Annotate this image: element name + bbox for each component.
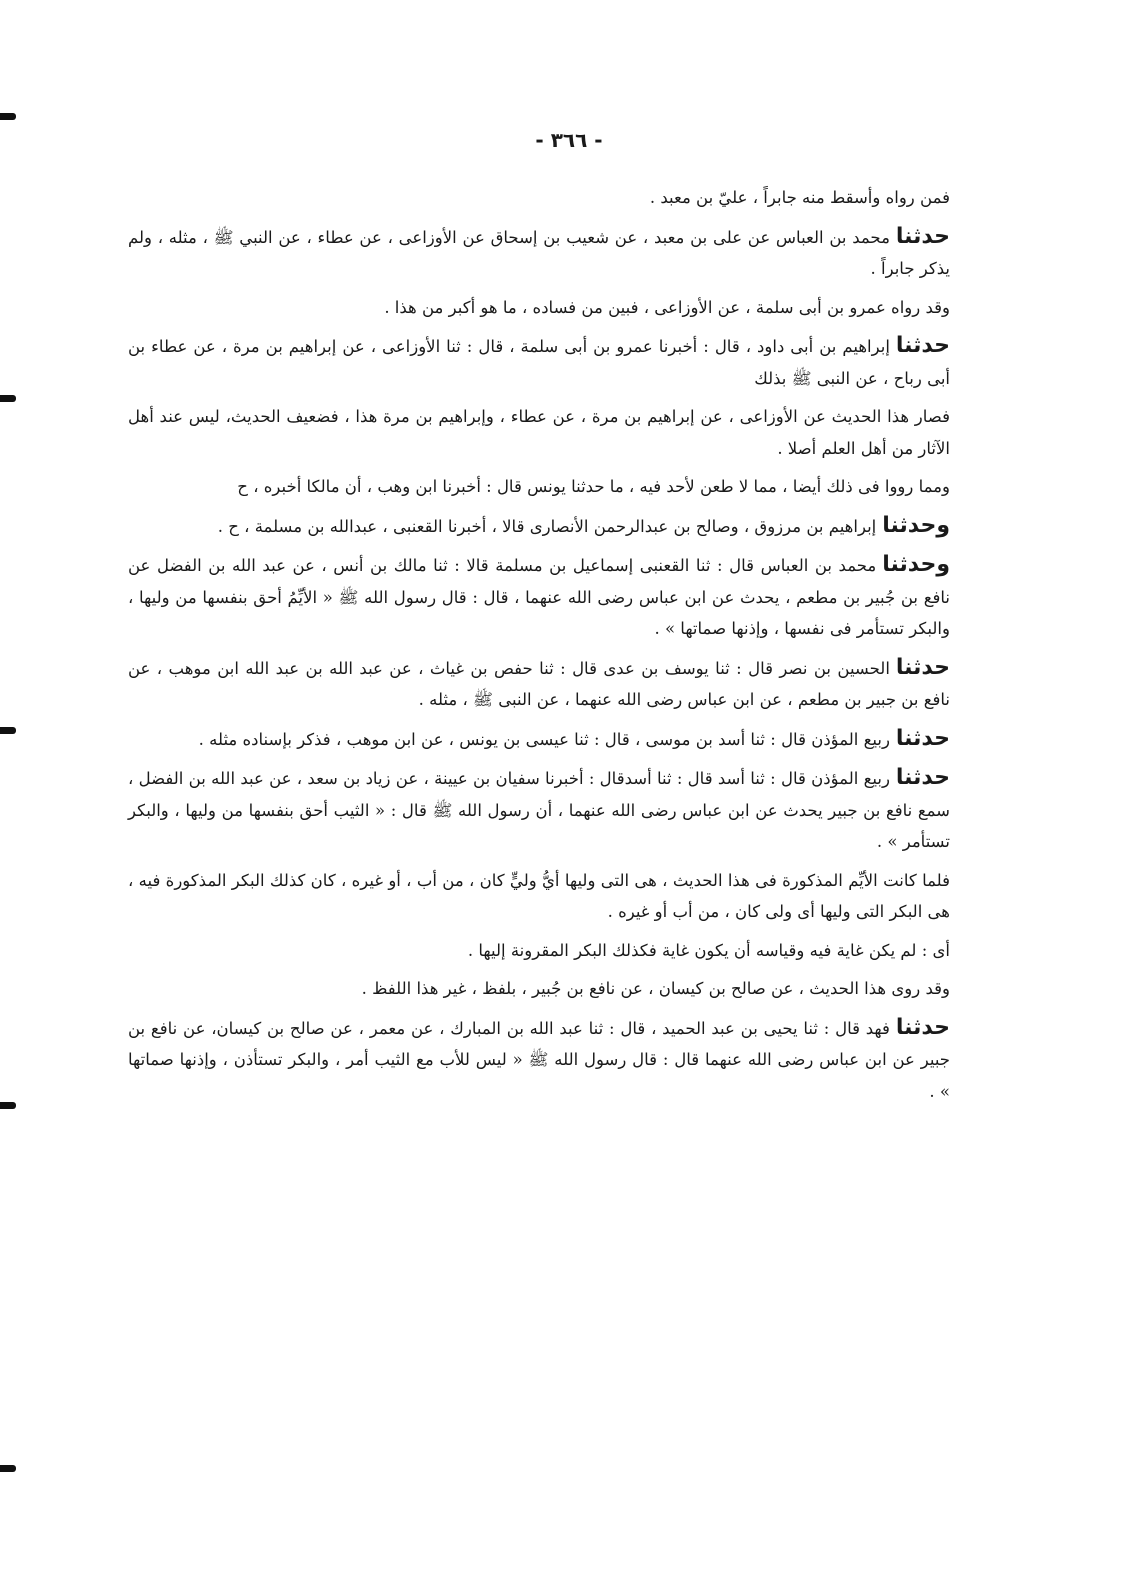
paragraph xyxy=(128,762,950,858)
binding-mark xyxy=(0,395,16,402)
paragraph xyxy=(128,401,950,464)
paragraph-text: ربيع المؤذن قال : ثنا أسد قال : ثنا أسدقال : أخبرنا سفيان بن عيينة ، عن زياد بن سعد ، عن عبد الله بن الفضل ، سمع نافع بن جبير يحدث عن ابن عباس رضى الله عنهما ، أن رسول الله ﷺ قال : « الثيب أحق بنفسها من وليها ، والبكر تستأمر » . xyxy=(128,769,950,851)
paragraph-text: فهد قال : ثنا يحيى بن عبد الحميد ، قال : ثنا عبد الله بن المبارك ، عن معمر ، عن صالح بن كيسان، عن نافع بن جبير عن ابن عباس رضى الله عنهما قال : قال رسول الله ﷺ « ليس للأب مع الثيب أمر ، والبكر تستأذن ، وإذنها صماتها » . xyxy=(128,1018,950,1101)
paragraph xyxy=(128,865,950,928)
body-text xyxy=(128,182,950,1114)
binding-mark xyxy=(0,1465,16,1472)
hadith-marker: حدثنا xyxy=(895,223,950,249)
paragraph xyxy=(128,221,950,285)
hadith-marker: حدثنا xyxy=(895,654,950,680)
paragraph xyxy=(128,330,950,394)
paragraph-text: أى : لم يكن غاية فيه وقياسه أن يكون غاية فكذلك البكر المقرونة إليها . xyxy=(467,940,950,960)
paragraph xyxy=(128,471,950,503)
binding-mark xyxy=(0,1102,16,1109)
hadith-marker: حدثنا xyxy=(895,765,950,790)
paragraph xyxy=(128,1012,950,1108)
binding-mark xyxy=(0,727,16,734)
paragraph-text: وقد رواه عمرو بن أبى سلمة ، عن الأوزاعى ، فبين من فساده ، ما هو أكبر من هذا . xyxy=(384,297,950,317)
paragraph xyxy=(128,182,950,214)
paragraph-text: ومما رووا فى ذلك أيضا ، مما لا طعن لأحد فيه ، ما حدثنا يونس قال : أخبرنا ابن وهب ، أن مالكا أخبره ، ح xyxy=(237,477,950,496)
paragraph-text: ربيع المؤذن قال : ثنا أسد بن موسى ، قال : ثنا عيسى بن يونس ، عن ابن موهب ، فذكر بإسناده مثله . xyxy=(198,729,890,749)
hadith-marker: وحدثنا xyxy=(882,552,950,577)
paragraph-text: إبراهيم بن أبى داود ، قال : أخبرنا عمرو بن أبى سلمة ، قال : ثنا الأوزاعى ، عن إبراهيم بن مرة ، عن عطاء بن أبى رباح ، عن النبى ﷺ بذلك xyxy=(128,337,950,388)
paragraph-text: الحسين بن نصر قال : ثنا يوسف بن عدى قال : ثنا حفص بن غياث ، عن عبد الله بن عبد الله ابن موهب ، عن نافع بن جبير بن مطعم ، عن ابن عباس رضى الله عنهما ، عن النبى ﷺ ، مثله . xyxy=(128,658,950,709)
paragraph xyxy=(128,549,950,645)
paragraph-text: إبراهيم بن مرزوق ، وصالح بن عبدالرحمن الأنصارى قالا ، أخبرنا القعنبى ، عبدالله بن مسلمة ، ح . xyxy=(217,516,877,536)
paragraph xyxy=(128,935,950,967)
hadith-marker: حدثنا xyxy=(895,333,950,358)
paragraph-text: فصار هذا الحديث عن الأوزاعى ، عن إبراهيم بن مرة ، عن عطاء ، وإبراهيم بن مرة هذا ، فضعيف الحديث، ليس عند أهل الآثار من أهل العلم أصلا . xyxy=(128,407,950,458)
hadith-marker: وحدثنا xyxy=(882,512,950,538)
paragraph-text: محمد بن العباس قال : ثنا القعنبى إسماعيل بن مسلمة قالا : ثنا مالك بن أنس ، عن عبد الله بن الفضل عن نافع بن جُبير بن مطعم ، يحدث عن ابن عباس رضى الله عنهما ، قال : قال رسول الله ﷺ « الأيِّمُ أحق بنفسها من وليها ، والبكر تستأمر فى نفسها ، وإذنها صماتها » . xyxy=(128,556,950,638)
hadith-marker: حدثنا xyxy=(895,1014,950,1040)
paragraph-text: وقد روى هذا الحديث ، عن صالح بن كيسان ، عن نافع بن جُبير ، بلفظ ، غير هذا اللفظ . xyxy=(361,979,950,998)
paragraph xyxy=(128,723,950,756)
binding-mark xyxy=(0,113,16,120)
paragraph-text: فلما كانت الأيِّم المذكورة فى هذا الحديث ، هى التى وليها أيُّ وليٍّ كان ، من أب ، أو غيره ، كان كذلك البكر المذكورة فيه ، هى البكر التى وليها أى ولى كان ، من أب أو غيره . xyxy=(128,870,950,921)
paragraph xyxy=(128,652,950,716)
paragraph-text: محمد بن العباس عن على بن معبد ، عن شعيب بن إسحاق عن الأوزاعى ، عن عطاء ، عن النبي ﷺ ، مثله ، ولم يذكر جابراً . xyxy=(128,227,950,278)
page-number: - ٣٦٦ - xyxy=(535,128,603,152)
paragraph xyxy=(128,973,950,1005)
paragraph-text: فمن رواه وأسقط منه جابراً ، عليّ بن معبد . xyxy=(649,188,950,207)
paragraph xyxy=(128,510,950,543)
paragraph xyxy=(128,292,950,324)
hadith-marker: حدثنا xyxy=(895,725,950,751)
